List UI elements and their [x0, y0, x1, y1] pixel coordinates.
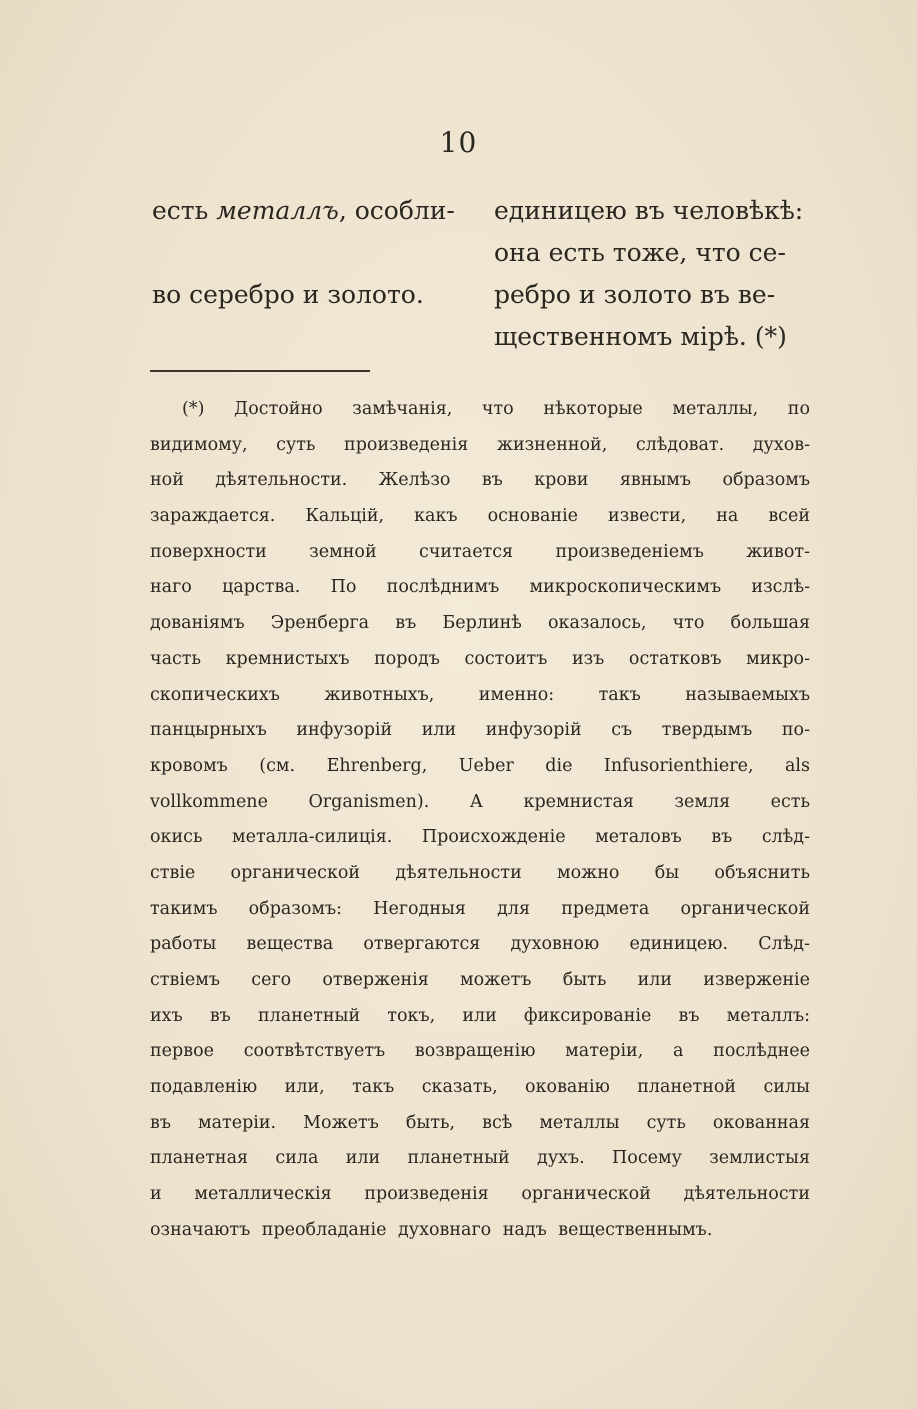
footnote-line: планетная сила или планетный духъ. Посему землистыя — [150, 1148, 810, 1169]
footnote-line: подавленію или, такъ сказать, окованію планетной силы — [150, 1077, 810, 1098]
footnote-line: (*) Достойно замѣчанія, что нѣкоторые металлы, по — [182, 399, 810, 419]
footnote-line: въ матеріи. Можетъ быть, всѣ металлы суть окованная — [150, 1112, 810, 1133]
main-text-right-column — [494, 190, 814, 358]
footnote-line: часть кремнистыхъ породъ состоитъ изъ остатковъ микро- — [150, 648, 810, 669]
footnote-line: ной дѣятельности. Желѣзо въ крови явнымъ образомъ — [150, 470, 810, 491]
main-text-fragment: есть — [152, 196, 217, 225]
main-text-line: она есть тоже, что се- — [494, 238, 786, 267]
footnote-line: ихъ въ планетный токъ, или фиксированіе въ металлъ: — [150, 1005, 810, 1026]
footnote-line: работы вещества отвергаются духовною единицею. Слѣд- — [150, 934, 810, 955]
footnote-line: и металлическія произведенія органической дѣятельности — [150, 1184, 810, 1205]
main-text-line: во серебро и золото. — [152, 280, 424, 309]
footnote-separator — [150, 370, 370, 372]
footnote-line: vollkommene Organismen). А кремнистая земля есть — [150, 791, 810, 812]
footnote-line: такимъ образомъ: Негодныя для предмета органической — [150, 898, 810, 919]
page-number: 10 — [439, 126, 478, 159]
footnote-line: зараждается. Кальцій, какъ основаніе извести, на всей — [150, 506, 810, 527]
main-text-fragment: , особли- — [338, 196, 455, 225]
main-text-left-column — [152, 190, 462, 316]
footnote-line: ствіе органической дѣятельности можно бы объяснить — [150, 862, 810, 883]
footnote-line: наго царства. По послѣднимъ микроскопическимъ изслѣ- — [150, 577, 810, 598]
main-text-line: щественномъ мірѣ. (*) — [494, 322, 787, 351]
main-text-italic-word: металлъ — [216, 196, 339, 225]
footnote-line: кровомъ (см. Ehrenberg, Ueber die Infusorienthiere, als — [150, 755, 810, 776]
main-text-line: ребро и золото въ ве- — [494, 280, 776, 309]
footnote-line: скопическихъ животныхъ, именно: такъ называемыхъ — [150, 684, 810, 705]
main-text-spacer — [152, 232, 462, 274]
main-text-line — [152, 190, 462, 232]
footnote-line: дованіямъ Эренберга въ Берлинѣ оказалось, что большая — [150, 613, 810, 634]
footnote-line: ствіемъ сего отверженія можетъ быть или изверженіе — [150, 970, 810, 990]
footnote-line: означаютъ преобладаніе духовнаго надъ вещественнымъ. — [150, 1219, 713, 1240]
footnote-line: поверхности земной считается произведеніемъ живот- — [150, 541, 810, 562]
footnote — [150, 392, 810, 1249]
main-text-line: единицею въ человѣкѣ: — [494, 196, 804, 225]
footnote-line: панцырныхъ инфузорій или инфузорій съ твердымъ по- — [150, 720, 810, 741]
footnote-line: видимому, суть произведенія жизненной, слѣдоват. духов- — [150, 434, 810, 455]
footnote-line: первое соотвѣтствуетъ возвращенію матеріи, а послѣднее — [150, 1041, 810, 1062]
footnote-line: окись металла-силиція. Происхожденіе металовъ въ слѣд- — [150, 827, 810, 848]
